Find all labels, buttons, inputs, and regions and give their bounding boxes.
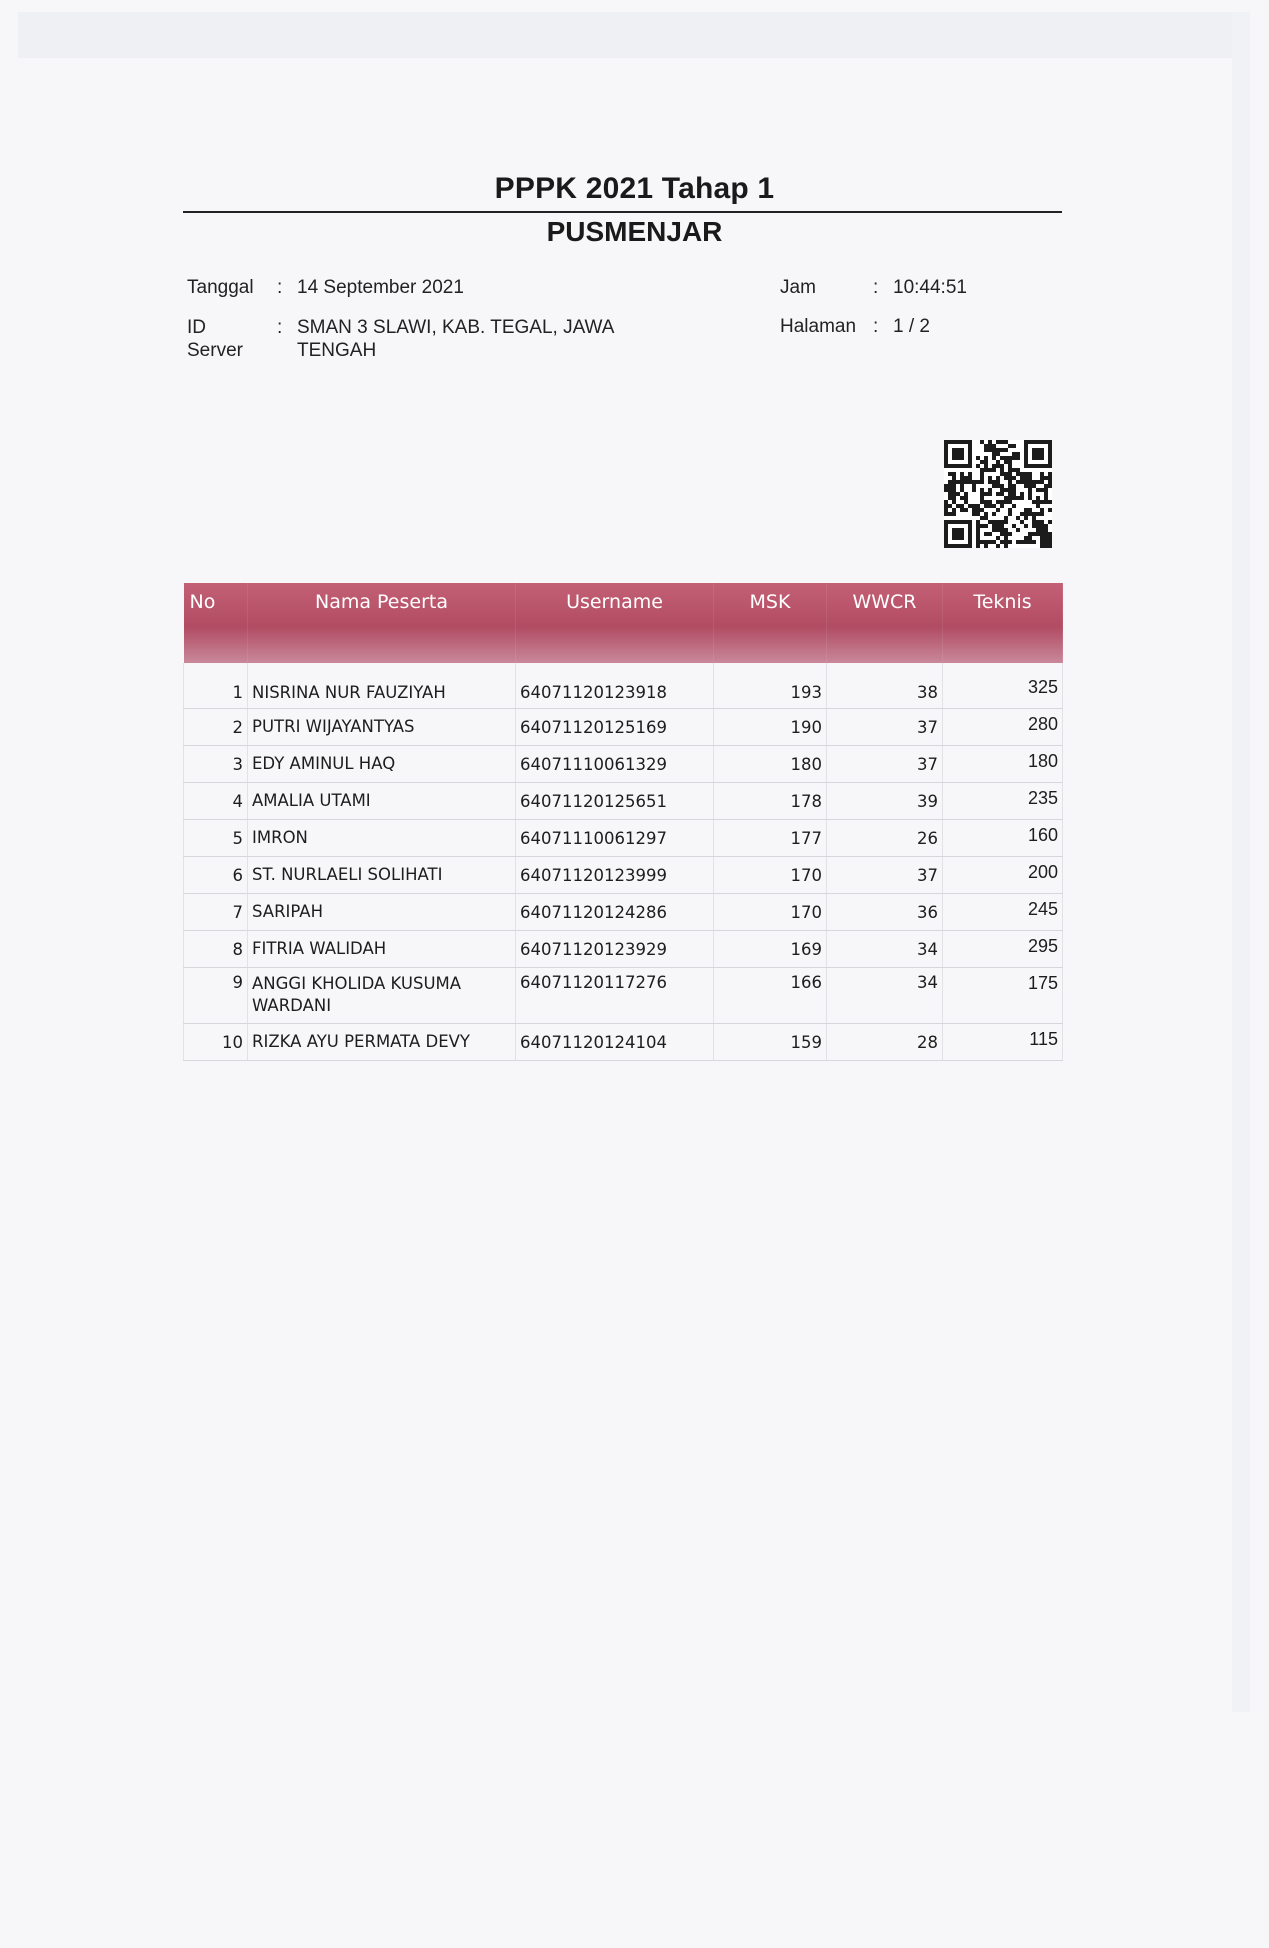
- table-header-row: [184, 583, 1063, 663]
- cell-teknis: 200: [943, 857, 1063, 894]
- title-divider: [183, 211, 1062, 213]
- cell-wwcr: 39: [827, 783, 943, 820]
- cell-nama: NISRINA NUR FAUZIYAH: [248, 663, 516, 709]
- table-row: [184, 894, 1063, 931]
- cell-no: 4: [184, 783, 248, 820]
- document-title: PPPK 2021 Tahap 1: [494, 172, 775, 205]
- cell-msk: 177: [714, 820, 827, 857]
- tanggal-separator: :: [277, 277, 283, 298]
- jam-separator: :: [873, 277, 879, 298]
- cell-username: 64071120123999: [516, 857, 714, 894]
- cell-wwcr: 26: [827, 820, 943, 857]
- table-row: [184, 820, 1063, 857]
- cell-no: 1: [184, 663, 248, 709]
- halaman-separator: :: [873, 316, 879, 337]
- id-label-line1: ID: [187, 317, 206, 338]
- cell-wwcr: 36: [827, 894, 943, 931]
- cell-username: 64071120125169: [516, 709, 714, 746]
- header-no: No: [184, 583, 248, 663]
- header-teknis: Teknis: [943, 583, 1063, 663]
- table-row: [184, 968, 1063, 1024]
- cell-teknis: 280: [943, 709, 1063, 746]
- cell-nama: FITRIA WALIDAH: [248, 931, 516, 968]
- table-row: [184, 857, 1063, 894]
- table-row: [184, 709, 1063, 746]
- header-nama-peserta: Nama Peserta: [248, 583, 516, 663]
- cell-wwcr: 38: [827, 663, 943, 709]
- results-table: [183, 583, 1062, 1061]
- cell-msk: 190: [714, 709, 827, 746]
- cell-username: 64071120125651: [516, 783, 714, 820]
- cell-no: 3: [184, 746, 248, 783]
- halaman-value: 1 / 2: [893, 316, 930, 337]
- cell-teknis: 115: [943, 1024, 1063, 1061]
- header-msk: MSK: [714, 583, 827, 663]
- cell-nama: ANGGI KHOLIDA KUSUMA WARDANI: [248, 968, 516, 1024]
- cell-no: 5: [184, 820, 248, 857]
- cell-wwcr: 37: [827, 857, 943, 894]
- cell-msk: 178: [714, 783, 827, 820]
- cell-teknis: 175: [943, 968, 1063, 1024]
- cell-nama: SARIPAH: [248, 894, 516, 931]
- cell-username: 64071120123929: [516, 931, 714, 968]
- tanggal-label: Tanggal: [187, 277, 254, 298]
- document-subtitle: PUSMENJAR: [546, 216, 723, 247]
- cell-nama: IMRON: [248, 820, 516, 857]
- cell-no: 10: [184, 1024, 248, 1061]
- table-row: [184, 1024, 1063, 1061]
- header-username: Username: [516, 583, 714, 663]
- cell-wwcr: 34: [827, 931, 943, 968]
- cell-nama: ST. NURLAELI SOLIHATI: [248, 857, 516, 894]
- cell-teknis: 325: [943, 663, 1063, 709]
- table-row: [184, 663, 1063, 709]
- cell-username: 64071120117276: [516, 968, 714, 1024]
- cell-no: 9: [184, 968, 248, 1024]
- cell-msk: 169: [714, 931, 827, 968]
- halaman-label: Halaman: [780, 316, 857, 337]
- cell-username: 64071110061329: [516, 746, 714, 783]
- cell-msk: 170: [714, 894, 827, 931]
- cell-wwcr: 37: [827, 746, 943, 783]
- cell-teknis: 295: [943, 931, 1063, 968]
- id-label-line2: Server: [187, 340, 243, 361]
- cell-username: 64071120123918: [516, 663, 714, 709]
- cell-msk: 180: [714, 746, 827, 783]
- jam-value: 10:44:51: [893, 277, 967, 298]
- id-value-line2: TENGAH: [297, 340, 377, 361]
- cell-teknis: 180: [943, 746, 1063, 783]
- cell-nama: PUTRI WIJAYANTYAS: [248, 709, 516, 746]
- cell-teknis: 245: [943, 894, 1063, 931]
- cell-username: 64071120124104: [516, 1024, 714, 1061]
- cell-no: 6: [184, 857, 248, 894]
- cell-nama: AMALIA UTAMI: [248, 783, 516, 820]
- cell-nama: EDY AMINUL HAQ: [248, 746, 516, 783]
- jam-label: Jam: [780, 277, 816, 298]
- header-wwcr: WWCR: [827, 583, 943, 663]
- cell-msk: 170: [714, 857, 827, 894]
- cell-wwcr: 34: [827, 968, 943, 1024]
- cell-username: 64071120124286: [516, 894, 714, 931]
- cell-msk: 166: [714, 968, 827, 1024]
- tanggal-value: 14 September 2021: [297, 277, 464, 298]
- cell-teknis: 160: [943, 820, 1063, 857]
- cell-no: 7: [184, 894, 248, 931]
- cell-msk: 159: [714, 1024, 827, 1061]
- cell-wwcr: 37: [827, 709, 943, 746]
- cell-teknis: 235: [943, 783, 1063, 820]
- cell-nama: RIZKA AYU PERMATA DEVY: [248, 1024, 516, 1061]
- table-row: [184, 783, 1063, 820]
- cell-wwcr: 28: [827, 1024, 943, 1061]
- cell-no: 2: [184, 709, 248, 746]
- cell-no: 8: [184, 931, 248, 968]
- id-separator: :: [277, 317, 283, 338]
- cell-username: 64071110061297: [516, 820, 714, 857]
- table-row: [184, 746, 1063, 783]
- id-value-line1: SMAN 3 SLAWI, KAB. TEGAL, JAWA: [297, 317, 615, 338]
- cell-msk: 193: [714, 663, 827, 709]
- table-row: [184, 931, 1063, 968]
- qr-code-icon: [944, 440, 1052, 548]
